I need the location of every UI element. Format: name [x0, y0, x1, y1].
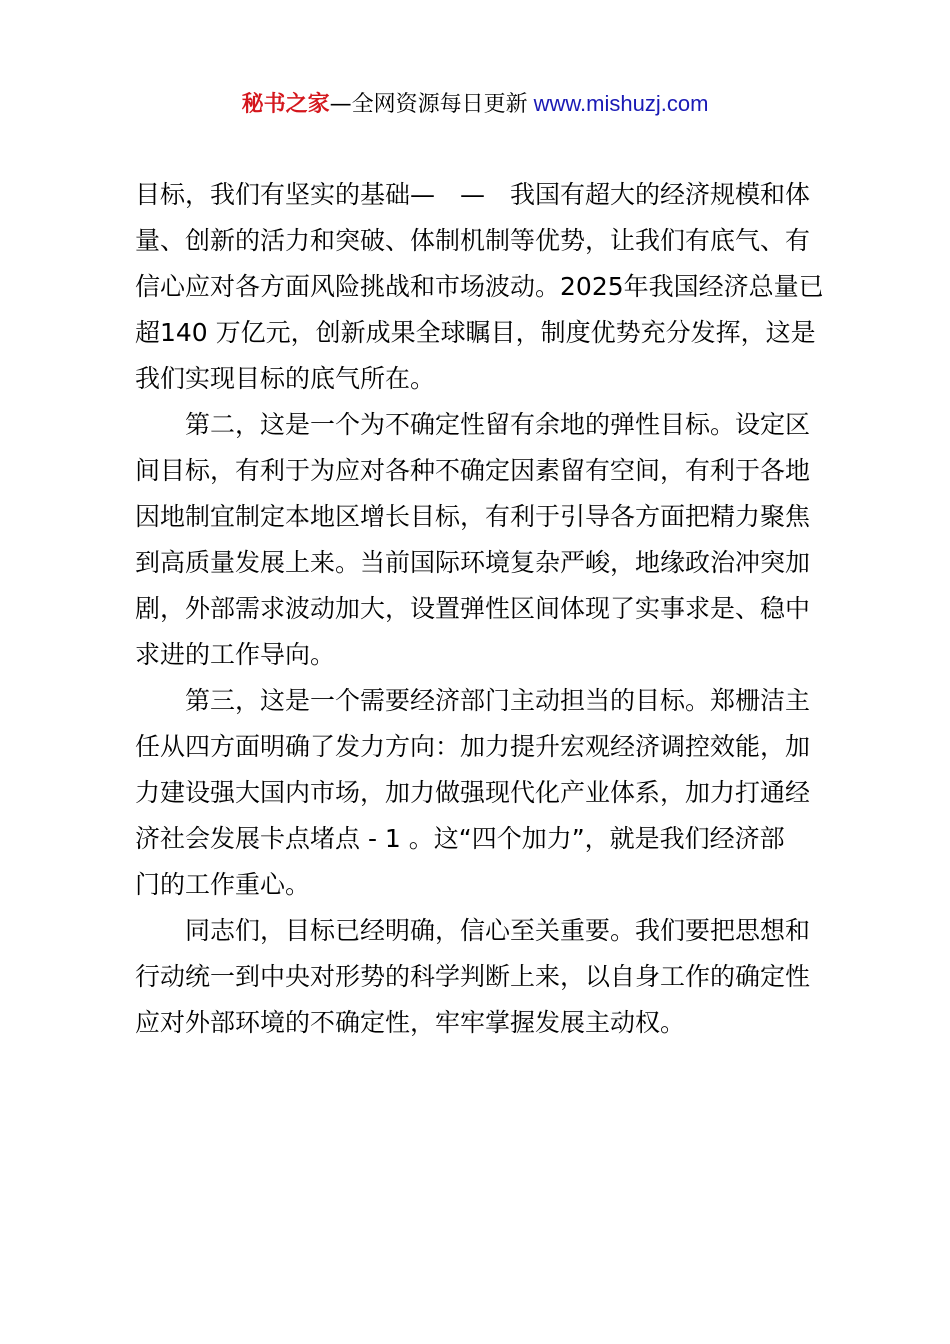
text-line: 应对外部环境的不确定性，牢牢掌握发展主动权。	[135, 1008, 686, 1037]
paragraph-3	[135, 678, 825, 908]
text-line: 量、创新的活力和突破、体制机制等优势，让我们有底气、有	[135, 226, 811, 255]
text-line: 我们实现目标的底气所在。	[135, 364, 436, 393]
text-line: 目标，我们有坚实的基础— — 我国有超大的经济规模和体	[135, 180, 811, 209]
paragraph-4	[135, 908, 825, 1046]
text-line: 任从四方面明确了发力方向：加力提升宏观经济调控效能，加	[135, 732, 811, 761]
text-line: 第三，这是一个需要经济部门主动担当的目标。郑栅洁主	[185, 686, 811, 715]
header-tagline: —全网资源每日更新	[329, 92, 528, 117]
watermark-header	[0, 88, 950, 121]
text-line: 行动统一到中央对形势的科学判断上来，以自身工作的确定性	[135, 962, 811, 991]
document-body	[135, 172, 825, 1046]
paragraph-1	[135, 172, 825, 402]
text-line: 信心应对各方面风险挑战和市场波动。2025年我国经济总量已	[135, 272, 824, 301]
text-line: 门的工作重心。	[135, 870, 311, 899]
text-line: 同志们，目标已经明确，信心至关重要。我们要把思想和	[185, 916, 811, 945]
text-line: 求进的工作导向。	[135, 640, 336, 669]
site-url-link[interactable]: www.mishuzj.com	[533, 91, 709, 116]
brand-name: 秘书之家	[241, 92, 330, 117]
text-line: 济社会发展卡点堵点 - 1 。这“四个加力”，就是我们经济部	[135, 824, 785, 853]
text-line: 间目标，有利于为应对各种不确定因素留有空间，有利于各地	[135, 456, 811, 485]
text-line: 力建设强大国内市场，加力做强现代化产业体系，加力打通经	[135, 778, 811, 807]
text-line: 因地制宜制定本地区增长目标，有利于引导各方面把精力聚焦	[135, 502, 811, 531]
paragraph-2	[135, 402, 825, 678]
text-line: 到高质量发展上来。当前国际环境复杂严峻，地缘政治冲突加	[135, 548, 811, 577]
text-line: 第二，这是一个为不确定性留有余地的弹性目标。设定区	[185, 410, 811, 439]
text-line: 超140 万亿元，创新成果全球瞩目，制度优势充分发挥，这是	[135, 318, 816, 347]
text-line: 剧，外部需求波动加大，设置弹性区间体现了实事求是、稳中	[135, 594, 811, 623]
